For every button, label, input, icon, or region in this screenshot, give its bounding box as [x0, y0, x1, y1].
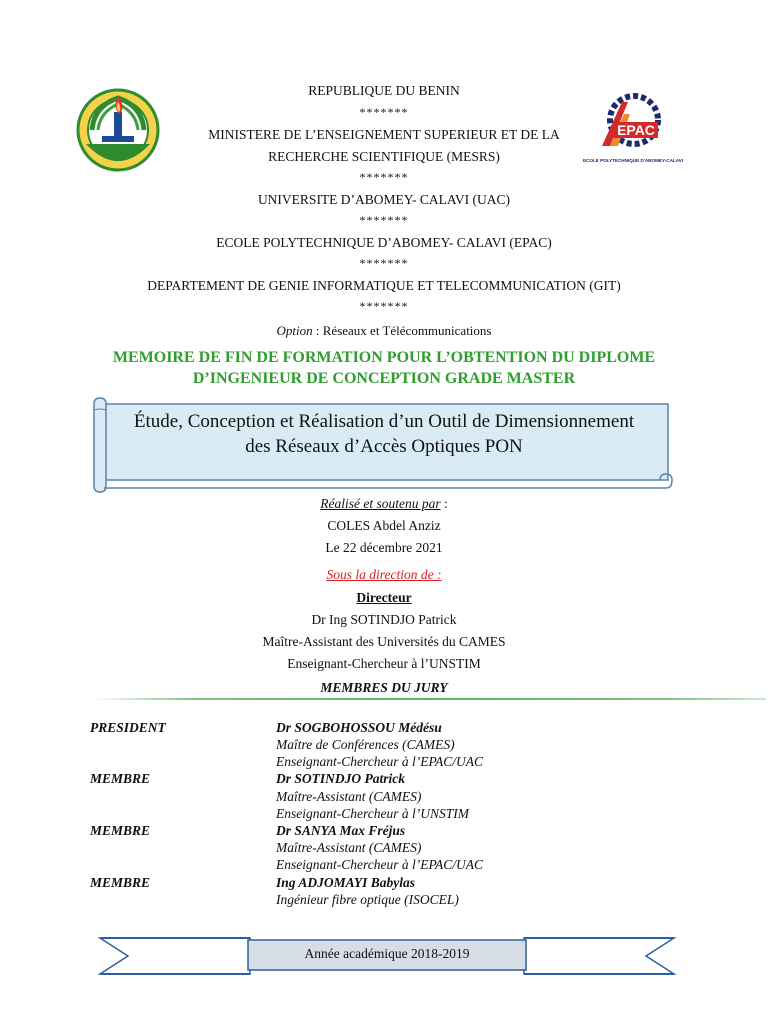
- jury-role-member: MEMBRE: [90, 823, 151, 838]
- republic-name: REPUBLIQUE DU BENIN: [308, 83, 460, 98]
- memoire-line-2: D’INGENIEUR DE CONCEPTION GRADE MASTER: [192, 370, 576, 387]
- director-title-1: Maître-Assistant des Universités du CAMES: [262, 634, 506, 649]
- jury-member-name: Ing ADJOMAYI Babylas: [276, 875, 416, 890]
- ministry-line-2: RECHERCHE SCIENTIFIQUE (MESRS): [268, 149, 500, 164]
- thesis-title-line-1: Étude, Conception et Réalisation d’un Outil de Dimensionnement: [133, 411, 635, 432]
- department-name: DEPARTEMENT DE GENIE INFORMATIQUE ET TELECOMMUNICATION (GIT): [147, 278, 621, 293]
- separator-4: *******: [359, 256, 409, 270]
- jury-member-title: Ingénieur fibre optique (ISOCEL): [276, 892, 459, 907]
- option-separator: :: [312, 323, 323, 338]
- option-label: Option: [276, 323, 313, 338]
- jury-member-affiliation: Enseignant-Chercheur à l’UNSTIM: [276, 806, 469, 821]
- defense-date: Le 22 décembre 2021: [325, 540, 443, 555]
- jury-member-name: Dr SOTINDJO Patrick: [276, 771, 406, 786]
- jury-member-title: Maître de Conférences (CAMES): [276, 737, 455, 752]
- jury-role-member: MEMBRE: [90, 771, 151, 786]
- option-value: Réseaux et Télécommunications: [322, 323, 492, 338]
- school-name: ECOLE POLYTECHNIQUE D’ABOMEY- CALAVI (EPAC): [216, 235, 552, 250]
- jury-role-president: PRESIDENT: [90, 720, 166, 735]
- jury-member-title: Maître-Assistant (CAMES): [276, 789, 422, 804]
- academic-year: Année académique 2018-2019: [304, 946, 470, 961]
- jury-member-name: Dr SOGBOHOSSOU Médésu: [276, 720, 442, 735]
- separator-2: *******: [359, 170, 409, 184]
- author-label-suffix: :: [440, 496, 448, 511]
- epac-logo-caption: ECOLE POLYTECHNIQUE D'ABOMEY-CALAVI: [582, 158, 684, 163]
- jury-role-member: MEMBRE: [90, 875, 151, 890]
- director-title-2: Enseignant-Chercheur à l’UNSTIM: [287, 656, 481, 671]
- university-name: UNIVERSITE D’ABOMEY- CALAVI (UAC): [257, 192, 511, 207]
- separator-1: *******: [359, 105, 409, 119]
- separator-5: *******: [359, 299, 409, 313]
- jury-member-affiliation: Enseignant-Chercheur à l’EPAC/UAC: [276, 857, 483, 872]
- direction-label: Sous la direction de :: [326, 567, 442, 582]
- ministry-line-1: MINISTERE DE L’ENSEIGNEMENT SUPERIEUR ET DE LA: [208, 127, 560, 142]
- jury-heading: MEMBRES DU JURY: [320, 680, 448, 695]
- author-name: COLES Abdel Anziz: [327, 518, 441, 533]
- memoire-line-1: MEMOIRE DE FIN DE FORMATION POUR L’OBTENTION DU DIPLOME: [112, 349, 656, 366]
- jury-member-title: Maître-Assistant (CAMES): [276, 840, 422, 855]
- separator-3: *******: [359, 213, 409, 227]
- jury-member-name: Dr SANYA Max Fréjus: [276, 823, 406, 838]
- jury-member-affiliation: Enseignant-Chercheur à l’EPAC/UAC: [276, 754, 483, 769]
- author-label: [0, 496, 768, 512]
- thesis-title-line-2: des Réseaux d’Accès Optiques PON: [245, 436, 523, 457]
- epac-logo-text: EPAC: [617, 122, 655, 138]
- option-line: [0, 320, 768, 342]
- director-heading: Directeur: [356, 590, 412, 605]
- author-label-text: Réalisé et soutenu par: [320, 496, 441, 511]
- jury-divider: [94, 698, 766, 700]
- director-name: Dr Ing SOTINDJO Patrick: [311, 612, 457, 627]
